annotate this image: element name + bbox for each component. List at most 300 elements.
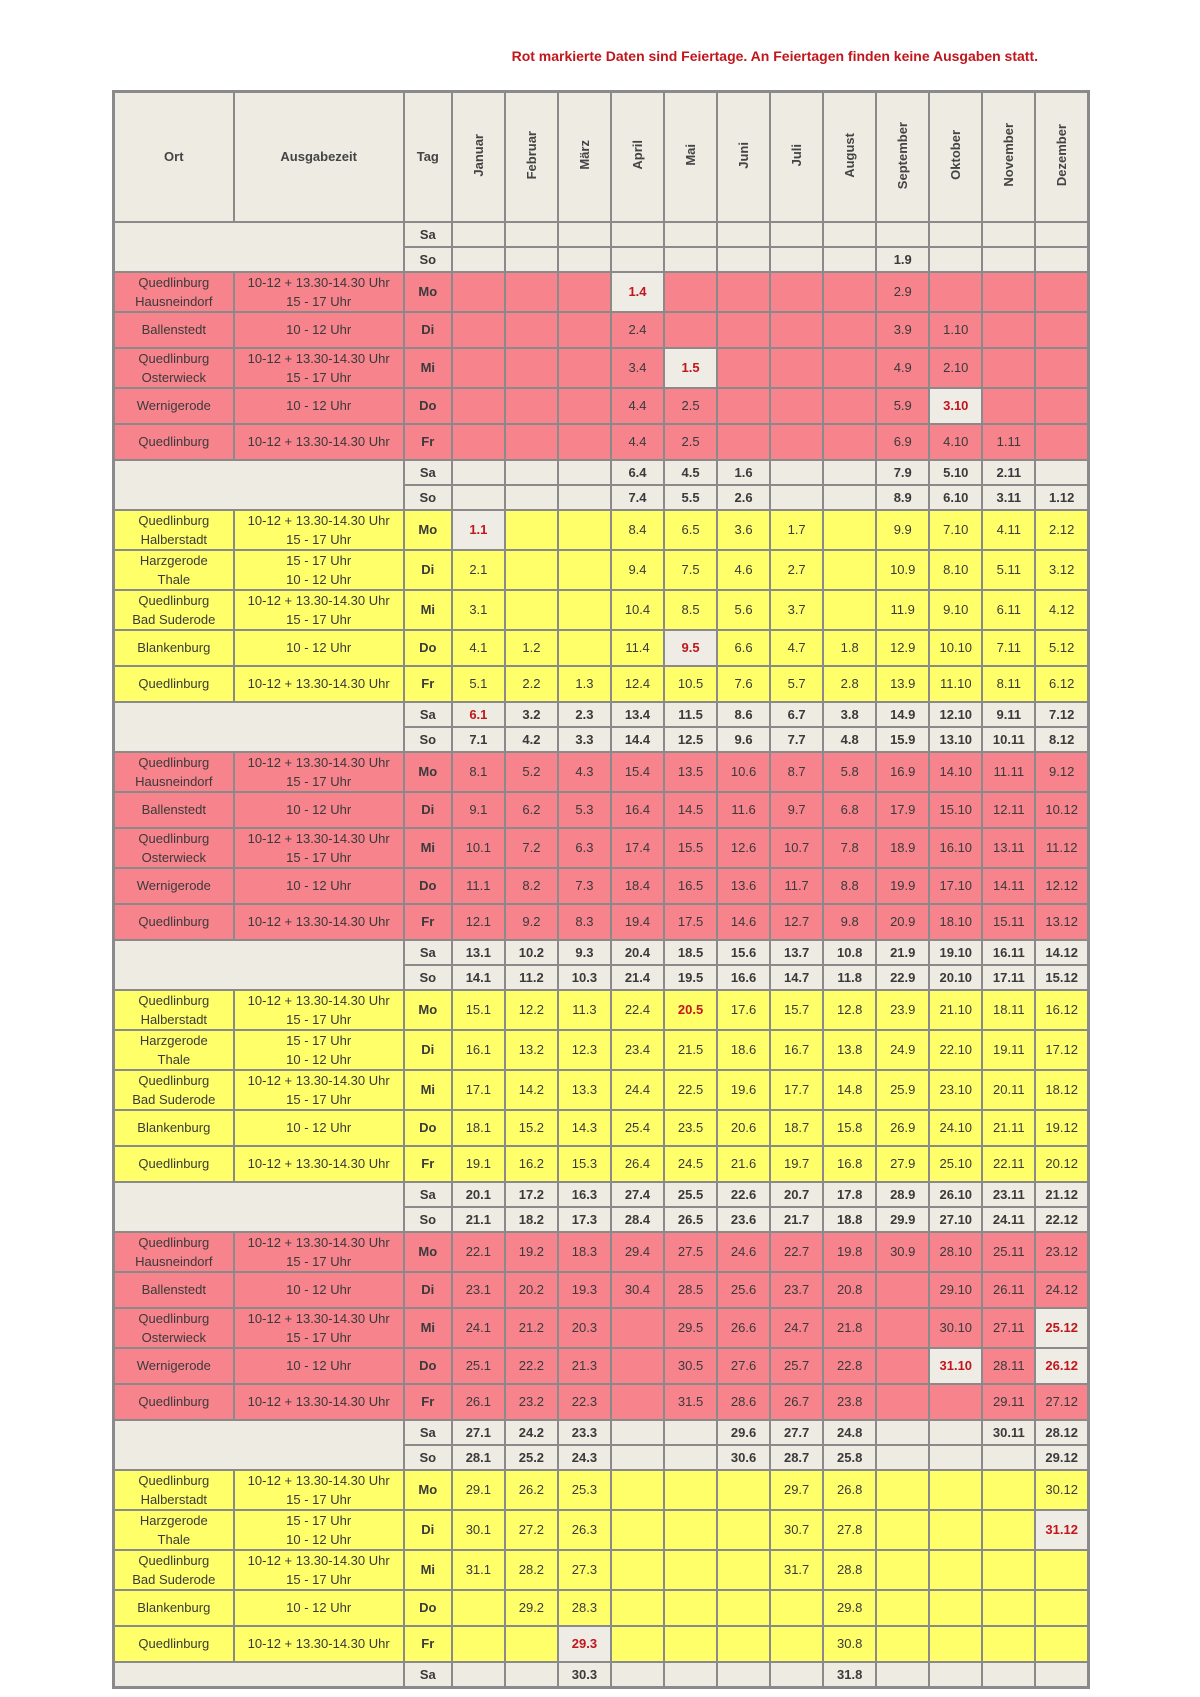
date-cell: 29.9 <box>876 1207 929 1232</box>
location-cell <box>114 272 234 312</box>
date-cell: 8.5 <box>664 590 717 630</box>
date-cell: 1.2 <box>505 630 558 666</box>
date-cell: 21.11 <box>982 1110 1035 1146</box>
date-cell: 19.9 <box>876 868 929 904</box>
date-cell: 18.4 <box>611 868 664 904</box>
date-cell <box>717 424 770 460</box>
date-cell <box>664 312 717 348</box>
date-cell: 23.3 <box>558 1420 611 1445</box>
column-header-month <box>770 92 823 222</box>
date-cell: 23.5 <box>664 1110 717 1146</box>
date-cell: 12.4 <box>611 666 664 702</box>
date-cell <box>452 222 505 247</box>
time-range: 15 - 17 Uhr <box>286 1091 352 1107</box>
date-cell: 7.2 <box>505 828 558 868</box>
date-cell <box>558 312 611 348</box>
date-cell <box>982 1470 1035 1510</box>
date-cell <box>717 1590 770 1626</box>
date-cell: 28.7 <box>770 1445 823 1470</box>
location-cell <box>114 1348 234 1384</box>
date-cell: 19.6 <box>717 1070 770 1110</box>
date-cell: 27.9 <box>876 1146 929 1182</box>
date-cell: 6.9 <box>876 424 929 460</box>
time-range: 10 - 12 Uhr <box>286 322 352 337</box>
date-cell: 23.2 <box>505 1384 558 1420</box>
location-name: Halberstadt <box>140 1491 208 1507</box>
date-cell: 18.10 <box>929 904 982 940</box>
date-cell: 6.6 <box>717 630 770 666</box>
time-range: 10-12 + 13.30-14.30 Uhr <box>247 1072 390 1088</box>
column-header-month <box>982 92 1035 222</box>
column-header-ort: Ort <box>114 92 234 222</box>
date-cell: 2.5 <box>664 424 717 460</box>
distribution-row <box>114 990 1089 1030</box>
date-cell: 24.12 <box>1035 1272 1088 1308</box>
date-cell: 19.5 <box>664 965 717 990</box>
time-range: 10 - 12 Uhr <box>286 802 352 817</box>
date-cell: 15.1 <box>452 990 505 1030</box>
location-cell <box>114 510 234 550</box>
date-cell: 5.7 <box>770 666 823 702</box>
distribution-row <box>114 828 1089 868</box>
date-cell <box>823 510 876 550</box>
time-range: 10 - 12 Uhr <box>286 640 352 655</box>
date-cell <box>823 424 876 460</box>
column-header-month <box>452 92 505 222</box>
date-cell: 10.12 <box>1035 792 1088 828</box>
holiday-date-cell: 25.12 <box>1035 1308 1088 1348</box>
date-cell: 27.10 <box>929 1207 982 1232</box>
location-cell <box>114 1272 234 1308</box>
date-cell <box>717 1470 770 1510</box>
time-cell <box>234 1272 404 1308</box>
distribution-schedule-table <box>112 90 1090 1689</box>
location-cell <box>114 388 234 424</box>
date-cell: 6.3 <box>558 828 611 868</box>
date-cell: 13.2 <box>505 1030 558 1070</box>
date-cell <box>717 348 770 388</box>
date-cell: 15.12 <box>1035 965 1088 990</box>
date-cell: 31.1 <box>452 1550 505 1590</box>
date-cell: 5.11 <box>982 550 1035 590</box>
date-cell <box>452 247 505 272</box>
date-cell: 9.3 <box>558 940 611 965</box>
date-cell <box>558 424 611 460</box>
date-cell: 28.12 <box>1035 1420 1088 1445</box>
date-cell: 2.6 <box>717 485 770 510</box>
holiday-date-cell: 29.3 <box>558 1626 611 1662</box>
date-cell <box>982 247 1035 272</box>
date-cell: 20.8 <box>823 1272 876 1308</box>
date-cell: 26.4 <box>611 1146 664 1182</box>
date-cell: 2.3 <box>558 702 611 727</box>
date-cell: 7.10 <box>929 510 982 550</box>
date-cell: 4.11 <box>982 510 1035 550</box>
time-cell <box>234 990 404 1030</box>
weekend-spacer <box>114 940 404 990</box>
location-name: Quedlinburg <box>138 1394 210 1409</box>
date-cell: 31.5 <box>664 1384 717 1420</box>
date-cell: 16.7 <box>770 1030 823 1070</box>
date-cell <box>1035 247 1088 272</box>
date-cell: 9.1 <box>452 792 505 828</box>
date-cell: 8.2 <box>505 868 558 904</box>
schedule-body <box>114 222 1089 1688</box>
date-cell <box>611 1590 664 1626</box>
location-name: Quedlinburg <box>138 676 210 691</box>
date-cell: 3.8 <box>823 702 876 727</box>
weekend-spacer <box>114 702 404 752</box>
date-cell <box>770 348 823 388</box>
date-cell: 22.6 <box>717 1182 770 1207</box>
distribution-row <box>114 1470 1089 1510</box>
time-cell <box>234 1510 404 1550</box>
date-cell <box>717 1662 770 1688</box>
distribution-row <box>114 752 1089 792</box>
date-cell: 12.3 <box>558 1030 611 1070</box>
date-cell: 13.8 <box>823 1030 876 1070</box>
time-cell <box>234 312 404 348</box>
time-range: 15 - 17 Uhr <box>286 1253 352 1269</box>
date-cell: 30.10 <box>929 1308 982 1348</box>
date-cell: 25.1 <box>452 1348 505 1384</box>
date-cell: 20.10 <box>929 965 982 990</box>
date-cell: 17.12 <box>1035 1030 1088 1070</box>
date-cell: 4.12 <box>1035 590 1088 630</box>
location-name: Harzgerode <box>139 1512 208 1528</box>
time-range: 10-12 + 13.30-14.30 Uhr <box>247 754 390 770</box>
date-cell: 20.12 <box>1035 1146 1088 1182</box>
date-cell <box>611 1470 664 1510</box>
date-cell: 27.7 <box>770 1420 823 1445</box>
date-cell <box>717 247 770 272</box>
date-cell: 10.5 <box>664 666 717 702</box>
date-cell: 8.8 <box>823 868 876 904</box>
date-cell <box>1035 1626 1088 1662</box>
date-cell: 5.10 <box>929 460 982 485</box>
date-cell: 4.7 <box>770 630 823 666</box>
date-cell: 28.3 <box>558 1590 611 1626</box>
date-cell <box>664 1470 717 1510</box>
date-cell: 10.6 <box>717 752 770 792</box>
date-cell: 15.3 <box>558 1146 611 1182</box>
location-name: Hausneindorf <box>135 773 213 789</box>
column-header-ausgabezeit: Ausgabezeit <box>234 92 404 222</box>
date-cell: 12.8 <box>823 990 876 1030</box>
date-cell <box>1035 222 1088 247</box>
date-cell <box>770 460 823 485</box>
weekday-cell: Mi <box>404 828 452 868</box>
date-cell: 23.11 <box>982 1182 1035 1207</box>
location-name: Quedlinburg <box>138 1552 210 1568</box>
time-cell <box>234 1308 404 1348</box>
date-cell: 4.5 <box>664 460 717 485</box>
date-cell: 11.3 <box>558 990 611 1030</box>
time-cell <box>234 868 404 904</box>
weekend-spacer <box>114 1662 404 1688</box>
weekday-cell: Do <box>404 388 452 424</box>
date-cell: 24.5 <box>664 1146 717 1182</box>
date-cell: 27.6 <box>717 1348 770 1384</box>
date-cell: 7.6 <box>717 666 770 702</box>
weekend-row <box>114 702 1089 727</box>
date-cell: 7.11 <box>982 630 1035 666</box>
date-cell <box>876 1420 929 1445</box>
location-name: Bad Suderode <box>132 1571 216 1587</box>
date-cell: 5.2 <box>505 752 558 792</box>
location-cell <box>114 1146 234 1182</box>
date-cell: 4.9 <box>876 348 929 388</box>
date-cell: 11.6 <box>717 792 770 828</box>
date-cell: 27.5 <box>664 1232 717 1272</box>
date-cell: 7.8 <box>823 828 876 868</box>
holiday-date-cell: 3.10 <box>929 388 982 424</box>
date-cell <box>452 1626 505 1662</box>
date-cell: 20.5 <box>664 990 717 1030</box>
date-cell: 2.1 <box>452 550 505 590</box>
date-cell: 9.9 <box>876 510 929 550</box>
holiday-date-cell: 9.5 <box>664 630 717 666</box>
date-cell: 18.3 <box>558 1232 611 1272</box>
date-cell <box>823 388 876 424</box>
date-cell: 14.8 <box>823 1070 876 1110</box>
date-cell <box>611 1626 664 1662</box>
date-cell: 21.1 <box>452 1207 505 1232</box>
weekday-cell: So <box>404 247 452 272</box>
date-cell: 18.5 <box>664 940 717 965</box>
time-range: 10 - 12 Uhr <box>286 878 352 893</box>
location-name: Ballenstedt <box>141 1282 206 1297</box>
weekday-cell: Mi <box>404 348 452 388</box>
date-cell: 13.6 <box>717 868 770 904</box>
date-cell: 25.2 <box>505 1445 558 1470</box>
time-cell <box>234 550 404 590</box>
location-name: Blankenburg <box>137 640 211 655</box>
date-cell <box>717 1550 770 1590</box>
month-label: August <box>842 132 858 178</box>
date-cell: 1.8 <box>823 630 876 666</box>
location-name: Halberstadt <box>140 531 208 547</box>
date-cell <box>823 485 876 510</box>
date-cell: 30.11 <box>982 1420 1035 1445</box>
time-cell <box>234 510 404 550</box>
date-cell: 30.4 <box>611 1272 664 1308</box>
date-cell: 18.7 <box>770 1110 823 1146</box>
month-label: Oktober <box>948 130 964 181</box>
weekday-cell: Do <box>404 630 452 666</box>
date-cell: 25.6 <box>717 1272 770 1308</box>
distribution-row <box>114 424 1089 460</box>
location-name: Osterwieck <box>141 1329 206 1345</box>
date-cell <box>664 1662 717 1688</box>
date-cell <box>770 312 823 348</box>
location-cell <box>114 666 234 702</box>
date-cell: 16.2 <box>505 1146 558 1182</box>
date-cell: 26.7 <box>770 1384 823 1420</box>
date-cell: 16.10 <box>929 828 982 868</box>
time-cell <box>234 828 404 868</box>
date-cell: 3.9 <box>876 312 929 348</box>
date-cell: 28.10 <box>929 1232 982 1272</box>
date-cell: 12.5 <box>664 727 717 752</box>
date-cell: 31.8 <box>823 1662 876 1688</box>
date-cell: 5.12 <box>1035 630 1088 666</box>
date-cell: 11.2 <box>505 965 558 990</box>
date-cell: 8.7 <box>770 752 823 792</box>
location-name: Harzgerode <box>139 1032 208 1048</box>
date-cell <box>452 1590 505 1626</box>
date-cell: 19.7 <box>770 1146 823 1182</box>
time-cell <box>234 630 404 666</box>
weekday-cell: Fr <box>404 1626 452 1662</box>
date-cell: 18.9 <box>876 828 929 868</box>
date-cell: 24.1 <box>452 1308 505 1348</box>
date-cell: 23.1 <box>452 1272 505 1308</box>
weekend-row <box>114 1182 1089 1207</box>
column-header-month <box>929 92 982 222</box>
date-cell: 2.10 <box>929 348 982 388</box>
time-range: 10-12 + 13.30-14.30 Uhr <box>247 1394 390 1409</box>
date-cell: 7.3 <box>558 868 611 904</box>
date-cell: 25.3 <box>558 1470 611 1510</box>
date-cell: 28.2 <box>505 1550 558 1590</box>
date-cell: 25.4 <box>611 1110 664 1146</box>
weekday-cell: Fr <box>404 904 452 940</box>
date-cell: 21.7 <box>770 1207 823 1232</box>
date-cell: 20.3 <box>558 1308 611 1348</box>
location-name: Quedlinburg <box>138 1234 210 1250</box>
location-name: Quedlinburg <box>138 992 210 1008</box>
date-cell: 11.9 <box>876 590 929 630</box>
distribution-row <box>114 550 1089 590</box>
location-name: Quedlinburg <box>138 1310 210 1326</box>
weekday-cell: So <box>404 485 452 510</box>
date-cell <box>717 1510 770 1550</box>
date-cell <box>876 1626 929 1662</box>
date-cell: 30.3 <box>558 1662 611 1688</box>
date-cell <box>876 222 929 247</box>
date-cell <box>1035 312 1088 348</box>
time-range: 10-12 + 13.30-14.30 Uhr <box>247 512 390 528</box>
location-cell <box>114 792 234 828</box>
weekday-cell: Do <box>404 868 452 904</box>
date-cell <box>717 1626 770 1662</box>
date-cell: 9.2 <box>505 904 558 940</box>
date-cell <box>505 348 558 388</box>
weekday-cell: Sa <box>404 1420 452 1445</box>
date-cell <box>823 272 876 312</box>
date-cell: 17.3 <box>558 1207 611 1232</box>
date-cell: 19.8 <box>823 1232 876 1272</box>
time-range: 10-12 + 13.30-14.30 Uhr <box>247 1156 390 1171</box>
time-range: 10 - 12 Uhr <box>286 1282 352 1297</box>
date-cell: 16.11 <box>982 940 1035 965</box>
date-cell <box>982 1550 1035 1590</box>
date-cell <box>664 1420 717 1445</box>
location-cell <box>114 1232 234 1272</box>
time-range: 10-12 + 13.30-14.30 Uhr <box>247 1234 390 1250</box>
date-cell <box>505 590 558 630</box>
date-cell: 26.10 <box>929 1182 982 1207</box>
date-cell: 1.3 <box>558 666 611 702</box>
time-range: 15 - 17 Uhr <box>286 293 352 309</box>
time-range: 10-12 + 13.30-14.30 Uhr <box>247 1310 390 1326</box>
date-cell: 16.3 <box>558 1182 611 1207</box>
date-cell: 17.11 <box>982 965 1035 990</box>
location-cell <box>114 1550 234 1590</box>
date-cell: 3.3 <box>558 727 611 752</box>
location-name: Quedlinburg <box>138 1636 210 1651</box>
date-cell: 11.12 <box>1035 828 1088 868</box>
weekday-cell: Di <box>404 792 452 828</box>
date-cell <box>823 460 876 485</box>
distribution-row <box>114 1308 1089 1348</box>
time-range: 15 - 17 Uhr <box>286 1571 352 1587</box>
weekend-row <box>114 1420 1089 1445</box>
date-cell: 1.9 <box>876 247 929 272</box>
date-cell: 29.10 <box>929 1272 982 1308</box>
date-cell <box>982 348 1035 388</box>
weekday-cell: Do <box>404 1110 452 1146</box>
date-cell: 19.3 <box>558 1272 611 1308</box>
time-range: 15 - 17 Uhr <box>286 611 352 627</box>
date-cell <box>770 272 823 312</box>
date-cell: 24.2 <box>505 1420 558 1445</box>
distribution-row <box>114 1146 1089 1182</box>
date-cell: 4.4 <box>611 424 664 460</box>
date-cell: 12.6 <box>717 828 770 868</box>
distribution-row <box>114 868 1089 904</box>
date-cell: 3.4 <box>611 348 664 388</box>
distribution-row <box>114 1272 1089 1308</box>
date-cell: 30.5 <box>664 1348 717 1384</box>
date-cell <box>452 485 505 510</box>
date-cell <box>1035 1550 1088 1590</box>
date-cell: 20.4 <box>611 940 664 965</box>
date-cell: 2.11 <box>982 460 1035 485</box>
time-range: 10 - 12 Uhr <box>286 1600 352 1615</box>
location-name: Quedlinburg <box>138 434 210 449</box>
date-cell: 18.12 <box>1035 1070 1088 1110</box>
date-cell: 27.4 <box>611 1182 664 1207</box>
date-cell: 16.8 <box>823 1146 876 1182</box>
time-range: 15 - 17 Uhr <box>286 1329 352 1345</box>
time-cell <box>234 1146 404 1182</box>
date-cell: 4.6 <box>717 550 770 590</box>
date-cell: 15.5 <box>664 828 717 868</box>
date-cell: 29.8 <box>823 1590 876 1626</box>
date-cell: 29.1 <box>452 1470 505 1510</box>
date-cell: 13.5 <box>664 752 717 792</box>
date-cell <box>611 1384 664 1420</box>
date-cell <box>558 388 611 424</box>
date-cell: 14.7 <box>770 965 823 990</box>
date-cell: 4.4 <box>611 388 664 424</box>
date-cell <box>929 1384 982 1420</box>
date-cell <box>929 1662 982 1688</box>
date-cell: 19.11 <box>982 1030 1035 1070</box>
date-cell: 21.8 <box>823 1308 876 1348</box>
time-range: 10-12 + 13.30-14.30 Uhr <box>247 1552 390 1568</box>
date-cell <box>770 424 823 460</box>
location-name: Bad Suderode <box>132 611 216 627</box>
date-cell: 8.3 <box>558 904 611 940</box>
date-cell: 21.9 <box>876 940 929 965</box>
date-cell: 14.6 <box>717 904 770 940</box>
date-cell: 13.7 <box>770 940 823 965</box>
location-name: Hausneindorf <box>135 1253 213 1269</box>
date-cell <box>982 1445 1035 1470</box>
